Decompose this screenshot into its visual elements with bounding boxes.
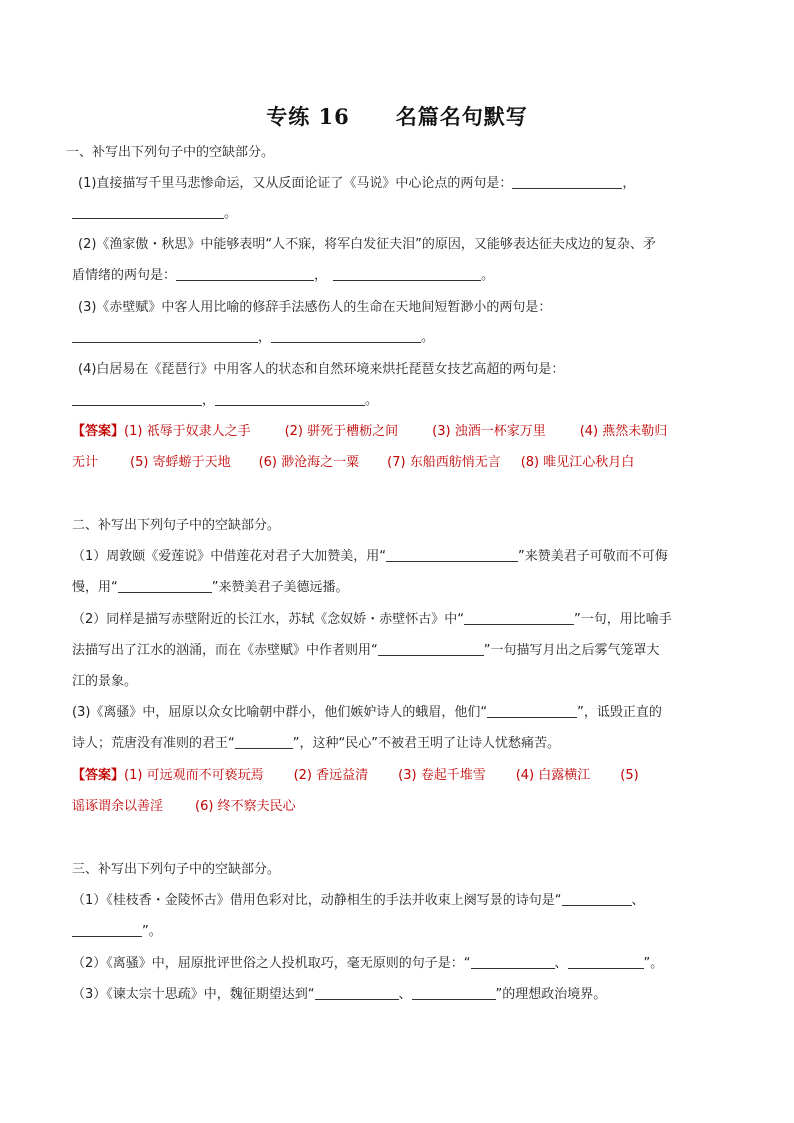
s1-q1-line2: 。	[72, 205, 237, 223]
s1-q4-line1: (4)白居易在《琵琶行》中用客人的状态和自然环境来烘托琵琶女技艺高超的两句是：	[78, 362, 565, 377]
answer-blank[interactable]	[464, 611, 574, 625]
answer-item: (4) 燕然未勒归	[579, 424, 668, 439]
answer-blank[interactable]	[487, 704, 577, 718]
s3-q1-line1: （1）《桂枝香・金陵怀古》借用色彩对比，动静相生的手法并收束上阕写景的诗句是“ 、	[72, 893, 645, 908]
answer-blank[interactable]	[412, 986, 496, 1000]
s3-q1-line2: ”。	[72, 923, 162, 941]
answer-item: (2) 骈死于槽枥之间	[284, 424, 399, 439]
answer-item: (5) 寄蜉蝣于天地	[130, 455, 231, 470]
answer-blank[interactable]	[271, 329, 421, 343]
answer-blank[interactable]	[72, 205, 224, 219]
answer-blank[interactable]	[512, 175, 622, 189]
s2-answer-line1	[72, 767, 639, 785]
answer-item: (7) 东船西舫悄无言	[387, 455, 501, 470]
answer-item: (5)	[620, 768, 639, 783]
s1-q2-line1: (2)《渔家傲・秋思》中能够表明“人不寐，将军白发征夫泪”的原因，又能够表达征夫戍边的复杂、矛	[78, 237, 656, 252]
answer-item: (3) 浊酒一杯家万里	[432, 424, 546, 439]
answer-blank[interactable]	[215, 392, 365, 406]
s1-q1-line1: (1)直接描写千里马悲惨命运，又从反面论证了《马说》中心论点的两句是： ，	[78, 176, 636, 191]
s3-q2-line: （2）《离骚》中，屈原批评世俗之人投机取巧，毫无原则的句子是：“ 、 ”。	[72, 956, 664, 971]
answer-item: 谣诼谓余以善淫	[72, 799, 164, 814]
answer-blank[interactable]	[333, 267, 481, 281]
answer-item: (1) 可远观而不可亵玩焉	[124, 768, 264, 783]
s2-q3-line1: (3)《离骚》中，屈原以众女比喻朝中群小，他们嫉妒诗人的蛾眉，他们“ ”，诋毁正直的	[72, 705, 662, 720]
s1-q2-line2: 盾情绪的两句是： ， 。	[72, 268, 495, 283]
answer-blank[interactable]	[562, 892, 632, 906]
s1-answer-line2	[72, 454, 634, 472]
section-2-heading: 二、补写出下列句子中的空缺部分。	[72, 518, 281, 533]
answer-blank[interactable]	[471, 955, 555, 969]
answer-item: (2) 香远益清	[293, 768, 369, 783]
s2-q3-line2: 诗人；荒唐没有准则的君王“ ”，这种“民心”不被君王明了让诗人忧愁痛苦。	[72, 736, 560, 751]
answer-blank[interactable]	[386, 548, 518, 562]
s1-q3-line2: ， 。	[72, 329, 434, 347]
title-number: 专练 16	[266, 104, 350, 129]
answer-blank[interactable]	[118, 579, 212, 593]
s1-q4-line2: ， 。	[72, 392, 378, 410]
answer-item: (8) 唯见江心秋月白	[520, 455, 635, 470]
section-3-heading: 三、补写出下列句子中的空缺部分。	[72, 862, 281, 877]
section-1-heading: 一、补写出下列句子中的空缺部分。	[66, 145, 275, 160]
answer-tag: 【答案】	[72, 768, 125, 783]
s2-answer-line2	[72, 798, 296, 816]
s2-q1-line2: 慢，用“ ”来赞美君子美德远播。	[72, 580, 349, 595]
s1-answer-line1	[72, 423, 667, 441]
title-text: 名篇名句默写	[395, 104, 528, 129]
answer-tag: 【答案】	[72, 424, 125, 439]
answer-blank[interactable]	[568, 955, 644, 969]
answer-item: (6) 终不察夫民心	[195, 799, 296, 814]
answer-blank[interactable]	[235, 735, 293, 749]
s2-q2-line3: 江的景象。	[72, 674, 138, 689]
s1-q3-line1: (3)《赤壁赋》中客人用比喻的修辞手法感伤人的生命在天地间短暂渺小的两句是：	[78, 300, 552, 315]
answer-blank[interactable]	[315, 986, 399, 1000]
answer-blank[interactable]	[72, 329, 258, 343]
answer-item: (4) 白露横江	[515, 768, 591, 783]
page-title	[0, 101, 794, 131]
answer-blank[interactable]	[72, 923, 142, 937]
s2-q1-line1: （1）周敦颐《爱莲说》中借莲花对君子大加赞美，用“ ”来赞美君子可敬而不可侮	[72, 549, 668, 564]
answer-blank[interactable]	[72, 392, 202, 406]
s2-q2-line2: 法描写出了江水的汹涌，而在《赤壁赋》中作者则用“ ”一句描写月出之后雾气笼罩大	[72, 643, 660, 658]
answer-item: (6) 渺沧海之一粟	[258, 455, 360, 470]
answer-item: (3) 卷起千堆雪	[398, 768, 486, 783]
answer-blank[interactable]	[378, 642, 484, 656]
answer-item: 无计	[72, 455, 99, 470]
s2-q2-line1: （2）同样是描写赤壁附近的长江水，苏轼《念奴娇・赤壁怀古》中“ ”一句，用比喻手	[72, 612, 672, 627]
answer-blank[interactable]	[176, 267, 314, 281]
answer-item: (1) 祇辱于奴隶人之手	[124, 424, 251, 439]
s3-q3-line: （3）《谏太宗十思疏》中，魏征期望达到“ 、 ”的理想政治境界。	[72, 987, 607, 1002]
